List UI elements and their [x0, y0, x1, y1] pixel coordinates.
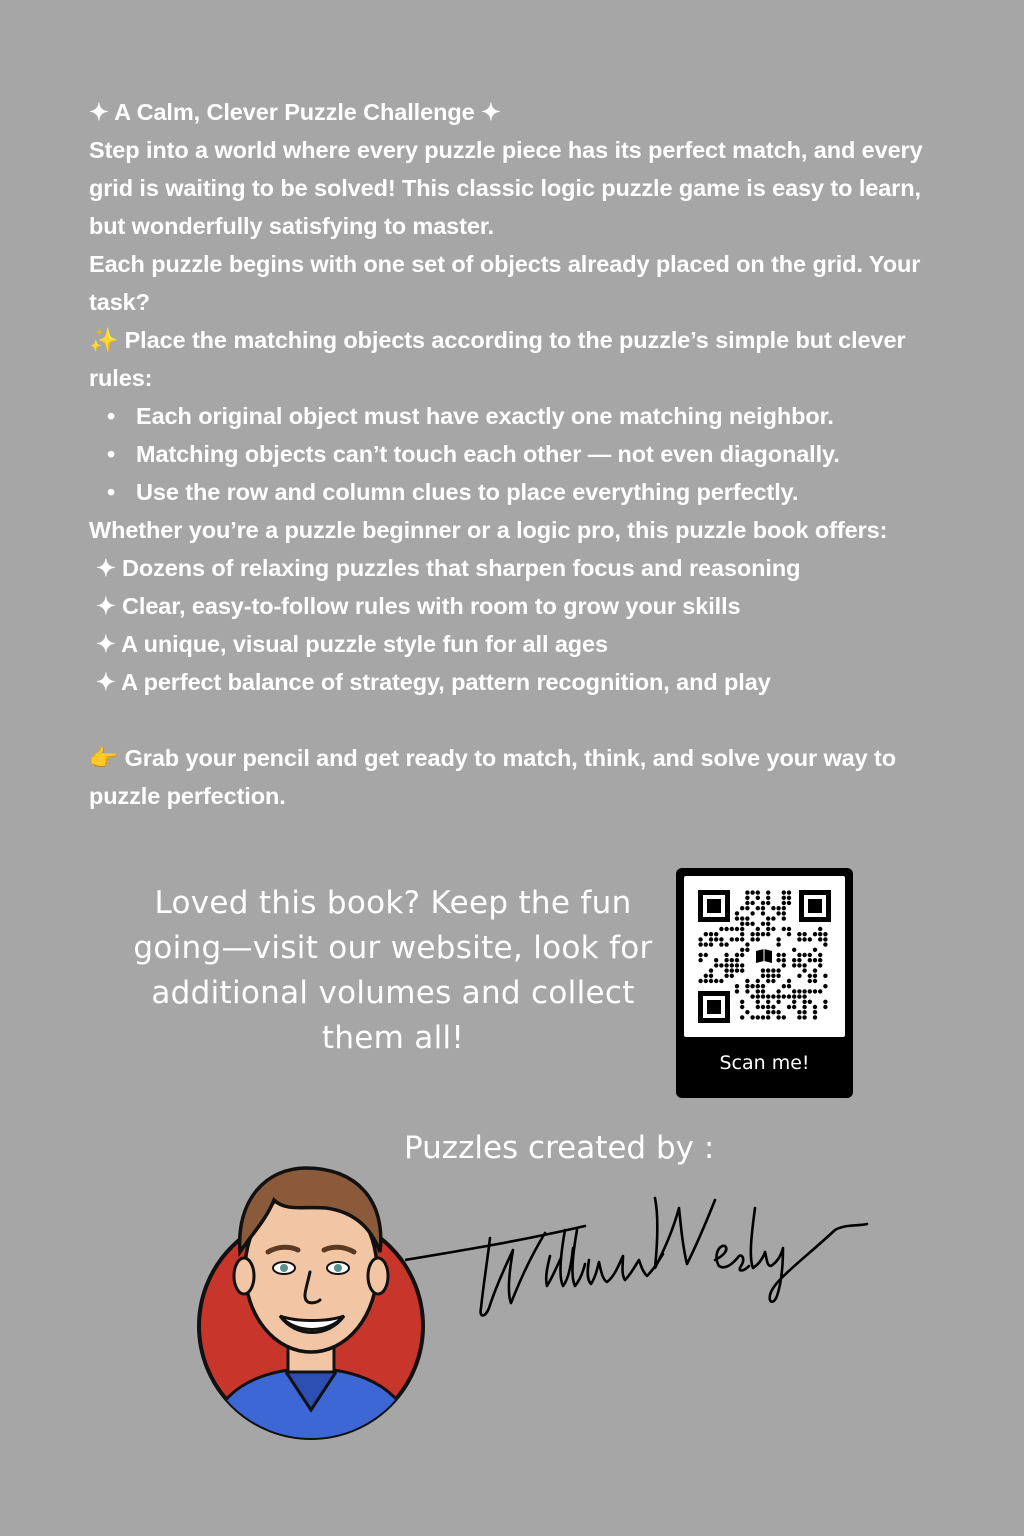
heading — [89, 93, 949, 131]
qr-dot — [818, 958, 822, 962]
qr-dot — [797, 963, 801, 967]
offers-intro: Whether you’re a puzzle beginner or a logic pro, this puzzle book offers: — [89, 517, 888, 543]
qr-dot — [750, 901, 754, 905]
qr-dot — [808, 958, 812, 962]
qr-finder — [698, 991, 730, 1023]
qr-dot — [761, 994, 765, 998]
qr-dot — [771, 979, 775, 983]
qr-dot — [750, 937, 754, 941]
qr-dot — [730, 974, 734, 978]
qr-dot — [709, 937, 713, 941]
qr-dot — [823, 1000, 827, 1004]
qr-dot — [797, 974, 801, 978]
qr-dot — [792, 948, 796, 952]
qr-dot — [740, 932, 744, 936]
qr-dot — [782, 958, 786, 962]
qr-dot — [745, 1010, 749, 1014]
qr-dot — [740, 906, 744, 910]
qr-dot — [724, 968, 728, 972]
offer-text: A unique, visual puzzle style fun for all ages — [121, 631, 608, 657]
qr-dot — [776, 953, 780, 957]
star-icon: ✦ — [96, 631, 116, 657]
qr-dot — [735, 911, 739, 915]
qr-dot — [740, 916, 744, 920]
qr-dot — [818, 963, 822, 967]
qr-dot — [766, 968, 770, 972]
qr-dot — [771, 1005, 775, 1009]
qr-dot — [771, 927, 775, 931]
offer-text: Clear, easy-to-follow rules with room to grow your skills — [122, 593, 741, 619]
star-icon: ✦ — [481, 99, 501, 125]
qr-dot — [740, 948, 744, 952]
qr-dot — [756, 1015, 760, 1019]
qr-dot — [766, 927, 770, 931]
signature-icon — [405, 1168, 875, 1338]
qr-code-icon[interactable] — [684, 876, 845, 1037]
qr-dot — [771, 994, 775, 998]
qr-dot — [698, 979, 702, 983]
qr-dot — [740, 1015, 744, 1019]
qr-dot — [766, 1010, 770, 1014]
qr-dot — [735, 968, 739, 972]
qr-dot — [709, 974, 713, 978]
qr-finder — [799, 890, 831, 922]
qr-dot — [698, 942, 702, 946]
list-item: • Matching objects can’t touch each other — not even diagonally. — [89, 435, 949, 473]
qr-dot — [724, 953, 728, 957]
rules-list — [89, 397, 949, 511]
qr-dot — [813, 974, 817, 978]
qr-dot — [735, 916, 739, 920]
qr-dot — [818, 932, 822, 936]
qr-dot — [730, 927, 734, 931]
qr-label: Scan me! — [719, 1052, 810, 1074]
qr-dot — [766, 890, 770, 894]
star-icon: ✦ — [96, 669, 116, 695]
qr-dot — [740, 953, 744, 957]
qr-dot — [776, 1010, 780, 1014]
list-item — [89, 625, 949, 663]
qr-dot — [787, 901, 791, 905]
qr-dot — [787, 932, 791, 936]
qr-dot — [704, 953, 708, 957]
qr-dot — [787, 927, 791, 931]
qr-dot — [782, 911, 786, 915]
qr-dot — [808, 989, 812, 993]
qr-dot — [756, 989, 760, 993]
qr-dot — [792, 1005, 796, 1009]
intro-text: Step into a world where every puzzle piece has its perfect match, and every grid is waiting to be solved! This classic logic puzzle game is easy to learn, but wonderfully satisfying to master. — [89, 137, 923, 239]
qr-dot — [745, 984, 749, 988]
qr-dot — [745, 916, 749, 920]
qr-dot — [714, 979, 718, 983]
qr-dot — [714, 963, 718, 967]
list-item: • Use the row and column clues to place everything perfectly. — [89, 473, 949, 511]
qr-dot — [724, 927, 728, 931]
qr-dot — [771, 916, 775, 920]
qr-dot — [756, 994, 760, 998]
qr-dot — [719, 927, 723, 931]
qr-dot — [797, 932, 801, 936]
qr-dot — [797, 953, 801, 957]
qr-dot — [745, 942, 749, 946]
qr-dot — [735, 927, 739, 931]
qr-dot — [766, 932, 770, 936]
qr-dot — [792, 994, 796, 998]
qr-dot — [750, 922, 754, 926]
qr-dot — [823, 937, 827, 941]
star-icon: ✦ — [96, 593, 116, 619]
qr-dot — [782, 896, 786, 900]
qr-dot — [776, 906, 780, 910]
qr-dot — [724, 958, 728, 962]
qr-dot — [782, 927, 786, 931]
qr-dot — [740, 937, 744, 941]
qr-dot — [698, 937, 702, 941]
qr-dot — [813, 1015, 817, 1019]
qr-dot — [787, 1005, 791, 1009]
rules-intro — [89, 321, 949, 397]
qr-dot — [782, 901, 786, 905]
qr-dot — [719, 963, 723, 967]
qr-dot — [782, 906, 786, 910]
cta-text: Grab your pencil and get ready to match, think, and solve your way to puzzle perfection. — [89, 745, 896, 809]
qr-dot — [776, 974, 780, 978]
qr-dot — [761, 968, 765, 972]
list-item — [89, 587, 949, 625]
qr-dot — [782, 953, 786, 957]
qr-dot — [792, 958, 796, 962]
qr-dot — [756, 984, 760, 988]
star-icon: ✦ — [96, 555, 116, 581]
qr-dot — [740, 1000, 744, 1004]
star-icon: ✦ — [89, 99, 109, 125]
pointing-hand-icon: 👉 — [89, 745, 119, 771]
qr-dot — [761, 974, 765, 978]
qr-dot — [813, 989, 817, 993]
qr-dot — [714, 932, 718, 936]
qr-card[interactable] — [676, 868, 853, 1098]
qr-dot — [761, 901, 765, 905]
qr-dot — [750, 911, 754, 915]
qr-dot — [724, 942, 728, 946]
qr-dot — [761, 1015, 765, 1019]
qr-dot — [745, 896, 749, 900]
qr-dot — [698, 953, 702, 957]
qr-dot — [719, 937, 723, 941]
qr-dot — [704, 932, 708, 936]
qr-dot — [745, 979, 749, 983]
qr-dot — [761, 906, 765, 910]
description-block — [89, 93, 949, 815]
qr-dot — [745, 906, 749, 910]
qr-dot — [813, 1010, 817, 1014]
qr-dot — [724, 963, 728, 967]
qr-dot — [756, 937, 760, 941]
qr-dot — [745, 989, 749, 993]
list-item — [89, 549, 949, 587]
qr-dot — [782, 994, 786, 998]
qr-dot — [761, 989, 765, 993]
list-item: • Each original object must have exactly one matching neighbor. — [89, 397, 949, 435]
qr-dot — [756, 1000, 760, 1004]
qr-dot — [766, 901, 770, 905]
qr-dot — [818, 989, 822, 993]
author-portrait-icon — [196, 1160, 428, 1442]
qr-dot — [802, 1000, 806, 1004]
qr-dot — [766, 1000, 770, 1004]
qr-dot — [797, 937, 801, 941]
qr-dot — [735, 958, 739, 962]
qr-dot — [813, 1005, 817, 1009]
qr-dot — [709, 968, 713, 972]
qr-dot — [782, 984, 786, 988]
qr-dot — [818, 937, 822, 941]
promo-text: Loved this book? Keep the fun going—visit our website, look for additional volumes and collect them all! — [133, 885, 653, 1056]
qr-dot — [740, 927, 744, 931]
qr-dot — [704, 979, 708, 983]
qr-dot — [750, 932, 754, 936]
qr-dot — [823, 984, 827, 988]
qr-dot — [802, 989, 806, 993]
task-text: Each puzzle begins with one set of objects already placed on the grid. Your task? — [89, 251, 921, 315]
qr-dot — [761, 911, 765, 915]
qr-dot — [776, 1000, 780, 1004]
rules-intro-text: Place the matching objects according to the puzzle’s simple but clever rules: — [89, 327, 906, 391]
qr-dot — [792, 1000, 796, 1004]
qr-dot — [730, 968, 734, 972]
qr-dot — [756, 906, 760, 910]
qr-dot — [735, 984, 739, 988]
qr-dot — [787, 984, 791, 988]
qr-dot — [724, 974, 728, 978]
qr-dot — [730, 937, 734, 941]
qr-dot — [797, 1015, 801, 1019]
qr-dot — [818, 953, 822, 957]
qr-dot — [797, 989, 801, 993]
qr-dot — [808, 974, 812, 978]
qr-dot — [698, 958, 702, 962]
qr-dot — [756, 927, 760, 931]
qr-dot — [761, 984, 765, 988]
qr-dot — [761, 932, 765, 936]
qr-dot — [756, 979, 760, 983]
qr-dot — [750, 994, 754, 998]
offer-text: A perfect balance of strategy, pattern recognition, and play — [121, 669, 771, 695]
qr-dot — [776, 1015, 780, 1019]
qr-dot — [776, 937, 780, 941]
qr-dot — [730, 958, 734, 962]
qr-dot — [750, 984, 754, 988]
qr-dot — [792, 963, 796, 967]
qr-dot — [766, 979, 770, 983]
qr-dot — [813, 979, 817, 983]
qr-dot — [771, 906, 775, 910]
qr-dot — [766, 1005, 770, 1009]
qr-dot — [766, 1015, 770, 1019]
call-to-action — [89, 739, 949, 815]
qr-dot — [776, 942, 780, 946]
qr-dot — [797, 958, 801, 962]
qr-dot — [745, 890, 749, 894]
qr-dot — [766, 916, 770, 920]
qr-dot — [802, 1005, 806, 1009]
qr-dot — [714, 958, 718, 962]
qr-dot — [808, 953, 812, 957]
qr-dot — [802, 937, 806, 941]
sparkles-icon: ✨ — [89, 327, 119, 353]
heading-text: A Calm, Clever Puzzle Challenge — [114, 99, 475, 125]
qr-dot — [745, 948, 749, 952]
qr-dot — [802, 963, 806, 967]
qr-dot — [787, 979, 791, 983]
qr-dot — [735, 937, 739, 941]
qr-dot — [787, 896, 791, 900]
qr-dot — [782, 963, 786, 967]
qr-dot — [823, 974, 827, 978]
qr-dot — [709, 979, 713, 983]
qr-dot — [704, 942, 708, 946]
qr-dot — [771, 974, 775, 978]
qr-dot — [776, 989, 780, 993]
qr-dot — [735, 953, 739, 957]
qr-dot — [745, 901, 749, 905]
qr-dot — [719, 942, 723, 946]
qr-dot — [735, 963, 739, 967]
qr-dot — [813, 958, 817, 962]
qr-dot — [704, 974, 708, 978]
qr-dot — [761, 1005, 765, 1009]
qr-dot — [776, 968, 780, 972]
qr-dot — [787, 890, 791, 894]
qr-dot — [823, 1005, 827, 1009]
qr-dot — [714, 937, 718, 941]
qr-dot — [776, 994, 780, 998]
qr-dot — [813, 968, 817, 972]
qr-dot — [818, 927, 822, 931]
qr-dot — [813, 932, 817, 936]
qr-dot — [802, 953, 806, 957]
qr-dot — [735, 989, 739, 993]
qr-dot — [802, 932, 806, 936]
qr-dot — [730, 963, 734, 967]
qr-dot — [802, 1015, 806, 1019]
offer-text: Dozens of relaxing puzzles that sharpen focus and reasoning — [122, 555, 801, 581]
qr-dot — [771, 1010, 775, 1014]
qr-dot — [771, 968, 775, 972]
qr-dot — [709, 932, 713, 936]
spacer — [89, 701, 949, 739]
qr-dot — [802, 994, 806, 998]
qr-dot — [766, 974, 770, 978]
qr-dot — [782, 890, 786, 894]
qr-dot — [808, 937, 812, 941]
qr-dot — [745, 922, 749, 926]
qr-dot — [823, 942, 827, 946]
qr-dot — [776, 911, 780, 915]
qr-dot — [797, 1010, 801, 1014]
qr-dot — [766, 994, 770, 998]
qr-dot — [740, 968, 744, 972]
qr-dot — [766, 896, 770, 900]
qr-dot — [740, 963, 744, 967]
qr-dot — [740, 1005, 744, 1009]
qr-dot — [782, 916, 786, 920]
qr-dot — [756, 932, 760, 936]
qr-dot — [813, 948, 817, 952]
qr-dot — [802, 968, 806, 972]
credit-text: Puzzles created by : — [404, 1130, 715, 1166]
list-item — [89, 663, 949, 701]
qr-finder — [698, 890, 730, 922]
qr-dot — [782, 1015, 786, 1019]
qr-dot — [792, 989, 796, 993]
qr-code-graphic — [684, 876, 845, 1037]
qr-dot — [797, 994, 801, 998]
offers-list — [89, 549, 949, 701]
qr-dot — [787, 994, 791, 998]
qr-dot — [750, 890, 754, 894]
qr-dot — [761, 922, 765, 926]
qr-dot — [776, 958, 780, 962]
qr-dot — [823, 932, 827, 936]
qr-dot — [802, 1010, 806, 1014]
book-logo-icon — [754, 946, 775, 967]
qr-dot — [756, 1005, 760, 1009]
qr-dot — [808, 1000, 812, 1004]
qr-dot — [740, 922, 744, 926]
qr-dot — [709, 942, 713, 946]
qr-dot — [808, 979, 812, 983]
qr-dot — [756, 890, 760, 894]
qr-dot — [766, 922, 770, 926]
qr-dot — [756, 896, 760, 900]
qr-dot — [719, 979, 723, 983]
qr-dot — [750, 1015, 754, 1019]
